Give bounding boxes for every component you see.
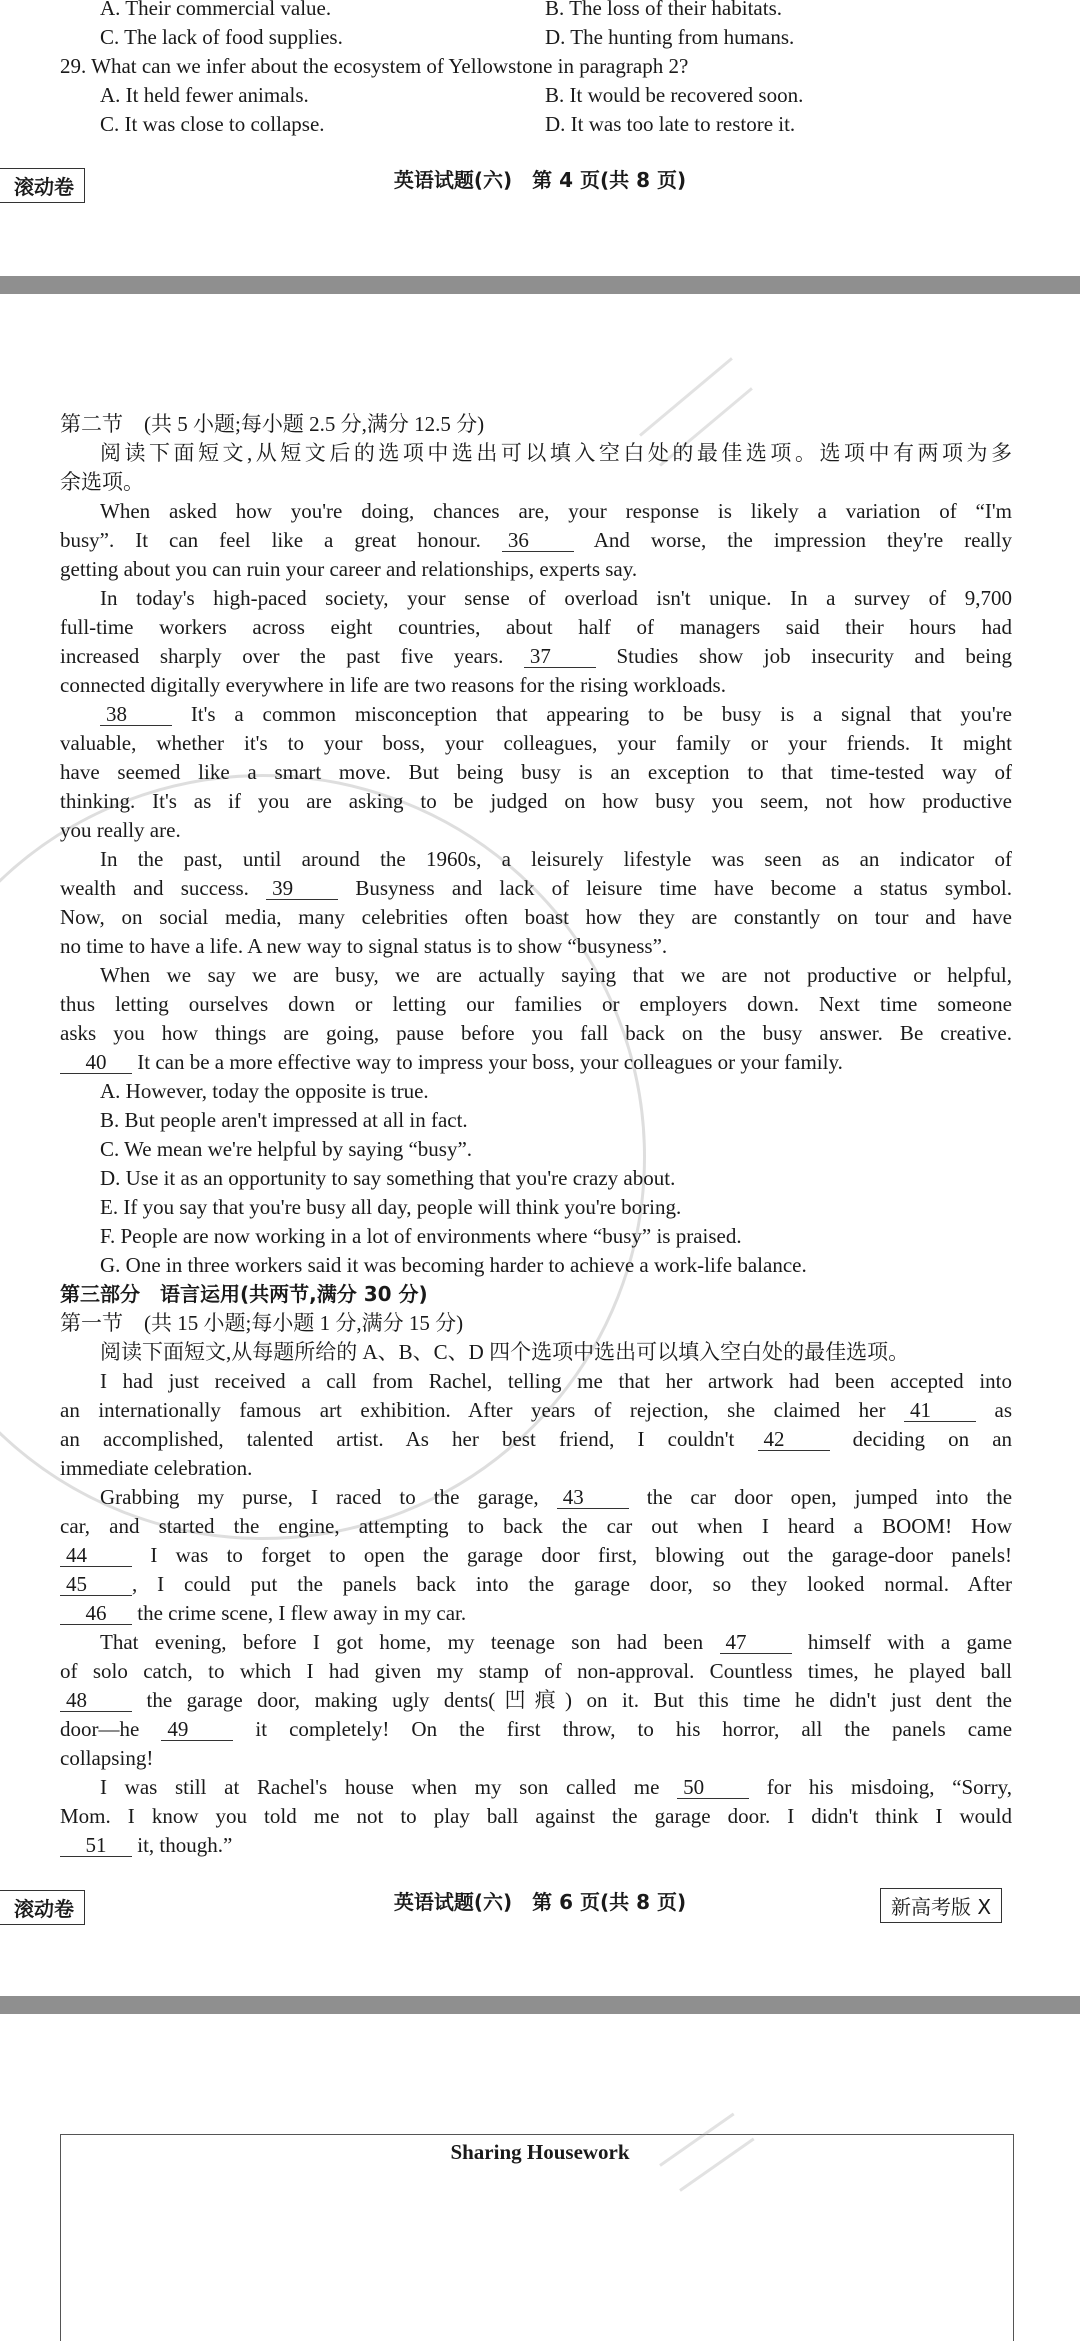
passage-text: it completely! On the first throw, to his horror, all the panels came [255,1717,1013,1741]
option-c: C. We mean we're helpful by saying “busy”. [100,1137,473,1161]
passage-text: busy”. It can feel like a great honour. [60,528,481,552]
passage-text: an internationally famous art exhibition. After years of rejection, she claimed her [60,1398,886,1422]
passage-text: as [994,1398,1012,1422]
passage-line: In today's high-paced society, your sense of overload isn't unique. In a survey of 9,700 [100,586,1012,610]
passage-text: wealth and success. [60,876,249,900]
passage-line: have seemed like a smart move. But being busy is an exception to that time-tested way of [60,760,1012,784]
passage-line [60,1686,1012,1715]
passage-line: When we say we are busy, we are actually saying that we are not productive or helpful, [100,963,1012,987]
q29-option-c: C. It was close to collapse. [100,112,325,136]
page-separator [0,276,1080,294]
passage-text: for his misdoing, “Sorry, [766,1775,1012,1799]
blank-36[interactable]: 36 [502,529,574,552]
page-fragment-main [0,294,1080,1994]
passage-line [60,1541,1012,1570]
passage-line [100,1773,1012,1802]
passage-line [60,1570,1012,1599]
blank-43[interactable]: 43 [557,1486,629,1509]
page-separator [0,1996,1080,2014]
passage-text: increased sharply over the past five years. [60,644,504,668]
page-fragment-top [0,0,1080,275]
blank-45[interactable]: 45 [60,1573,132,1596]
passage-line: When asked how you're doing, chances are, your response is likely a variation of “I'm [100,499,1012,523]
passage-line: Now, on social media, many celebrities often boast how they are constantly on tour and have [60,905,1012,929]
writing-box-title: Sharing Housework [450,2140,630,2164]
q28-option-c: C. The lack of food supplies. [100,25,343,49]
passage-line [60,1831,232,1860]
q28-option-b: B. The loss of their habitats. [545,0,782,20]
passage-line [60,1048,843,1077]
passage-text: the car door open, jumped into the [646,1485,1013,1509]
option-f: F. People are now working in a lot of environments where “busy” is praised. [100,1224,742,1248]
passage-line: asks you how things are going, pause before you fall back on the busy answer. Be creative. [60,1021,1012,1045]
passage-line [60,1425,1012,1454]
passage-text: , I could put the panels back into the garage door, so they looked normal. After [132,1572,1012,1596]
passage-line: connected digitally everywhere in life are two reasons for the rising workloads. [60,673,726,697]
passage-line [100,1628,1012,1657]
passage-line: getting about you can ruin your career and relationships, experts say. [60,557,638,581]
blank-37[interactable]: 37 [524,645,596,668]
passage-text: the crime scene, I flew away in my car. [137,1601,467,1625]
section2-instructions: 阅读下面短文,从短文后的选项中选出可以填入空白处的最佳选项。选项中有两项为多 [100,441,1012,465]
passage-line: no time to have a life. A new way to signal status is to show “busyness”. [60,934,668,958]
passage-text: deciding on an [852,1427,1013,1451]
passage-text: I was still at Rachel's house when my son called me [100,1775,660,1799]
section2-heading: 第二节 (共 5 小题;每小题 2.5 分,满分 12.5 分) [60,412,485,436]
blank-41[interactable]: 41 [904,1399,976,1422]
passage-text: I was to forget to open the garage door first, blowing out the garage-door panels! [150,1543,1013,1567]
option-d: D. Use it as an opportunity to say something that you're crazy about. [100,1166,676,1190]
q28-option-a: A. Their commercial value. [100,0,332,20]
passage-text: himself with a game [807,1630,1013,1654]
passage-text: That evening, before I got home, my teenage son had been [100,1630,704,1654]
edition-tag: 新高考版 X [880,1888,1002,1923]
passage-line: collapsing! [60,1746,154,1770]
passage-line: immediate celebration. [60,1456,253,1480]
blank-44[interactable]: 44 [60,1544,132,1567]
passage-line [100,1483,1012,1512]
passage-text: And worse, the impression they're really [593,528,1013,552]
passage-line: car, and started the engine, attempting to back the car out when I heard a BOOM! How [60,1514,1012,1538]
blank-47[interactable]: 47 [720,1631,792,1654]
passage-text: door—he [60,1717,140,1741]
passage-line: In the past, until around the 1960s, a leisurely lifestyle was seen as an indicator of [100,847,1012,871]
page-fragment-bottom [0,2014,1080,2340]
passage-line [60,526,1012,555]
blank-49[interactable]: 49 [161,1718,233,1741]
passage-text: Studies show job insecurity and being [616,644,1012,668]
page-footer: 英语试题(六) 第 6 页(共 8 页) [393,1890,687,1914]
passage-line: full-time workers across eight countries, about half of managers said their hours had [60,615,1012,639]
blank-40[interactable]: 40 [60,1051,132,1074]
passage-line: of solo catch, to which I had given my stamp of non-approval. Countless times, he played ball [60,1659,1012,1683]
section3-instructions: 阅读下面短文,从每题所给的 A、B、C、D 四个选项中选出可以填入空白处的最佳选项。 [100,1340,910,1364]
option-g: G. One in three workers said it was becoming harder to achieve a work-life balance. [100,1253,807,1277]
passage-line [100,700,1012,729]
passage-line: thinking. It's as if you are asking to be judged on how busy you seem, not how productive [60,789,1012,813]
passage-line: you really are. [60,818,181,842]
passage-text: Grabbing my purse, I raced to the garage, [100,1485,539,1509]
question-29: 29. What can we infer about the ecosystem of Yellowstone in paragraph 2? [60,54,689,78]
blank-46[interactable]: 46 [60,1602,132,1625]
blank-51[interactable]: 51 [60,1834,132,1857]
blank-48[interactable]: 48 [60,1689,132,1712]
option-e: E. If you say that you're busy all day, people will think you're boring. [100,1195,682,1219]
part3-heading: 第三部分 语言运用(共两节,满分 30 分) [60,1282,428,1306]
passage-line: thus letting ourselves down or letting our families or employers down. Next time someone [60,992,1012,1016]
blank-38[interactable]: 38 [100,703,172,726]
blank-42[interactable]: 42 [758,1428,830,1451]
passage-text: an accomplished, talented artist. As her best friend, I couldn't [60,1427,735,1451]
passage-text: it, though.” [137,1833,233,1857]
q29-option-d: D. It was too late to restore it. [545,112,796,136]
passage-text: the garage door, making ugly dents(凹痕) on it. But this time he didn't just dent the [146,1688,1012,1712]
option-b: B. But people aren't impressed at all in fact. [100,1108,468,1132]
blank-39[interactable]: 39 [266,877,338,900]
passage-line: valuable, whether it's to your boss, your colleagues, your family or your friends. It might [60,731,1012,755]
section3-heading: 第一节 (共 15 小题;每小题 1 分,满分 15 分) [60,1311,464,1335]
option-a: A. However, today the opposite is true. [100,1079,429,1103]
q29-option-b: B. It would be recovered soon. [545,83,804,107]
passage-line: Mom. I know you told me not to play ball against the garage door. I didn't think I would [60,1804,1012,1828]
passage-text: It's a common misconception that appearing to be busy is a signal that you're [190,702,1012,726]
section2-instructions-cont: 余选项。 [60,470,144,494]
q29-option-a: A. It held fewer animals. [100,83,309,107]
scroll-paper-tag: 滚动卷 [0,168,85,203]
passage-line [60,642,1012,671]
scroll-paper-tag: 滚动卷 [0,1890,85,1925]
watermark-stroke [639,357,733,436]
passage-text: Busyness and lack of leisure time have become a status symbol. [355,876,1012,900]
passage-line [60,874,1012,903]
passage-line: I had just received a call from Rachel, telling me that her artwork had been accepted into [100,1369,1012,1393]
blank-50[interactable]: 50 [677,1776,749,1799]
passage-line [60,1599,466,1628]
passage-line [60,1715,1012,1744]
passage-text: It can be a more effective way to impress your boss, your colleagues or your family. [137,1050,843,1074]
q28-option-d: D. The hunting from humans. [545,25,795,49]
passage-line [60,1396,1012,1425]
page-footer: 英语试题(六) 第 4 页(共 8 页) [393,168,687,192]
